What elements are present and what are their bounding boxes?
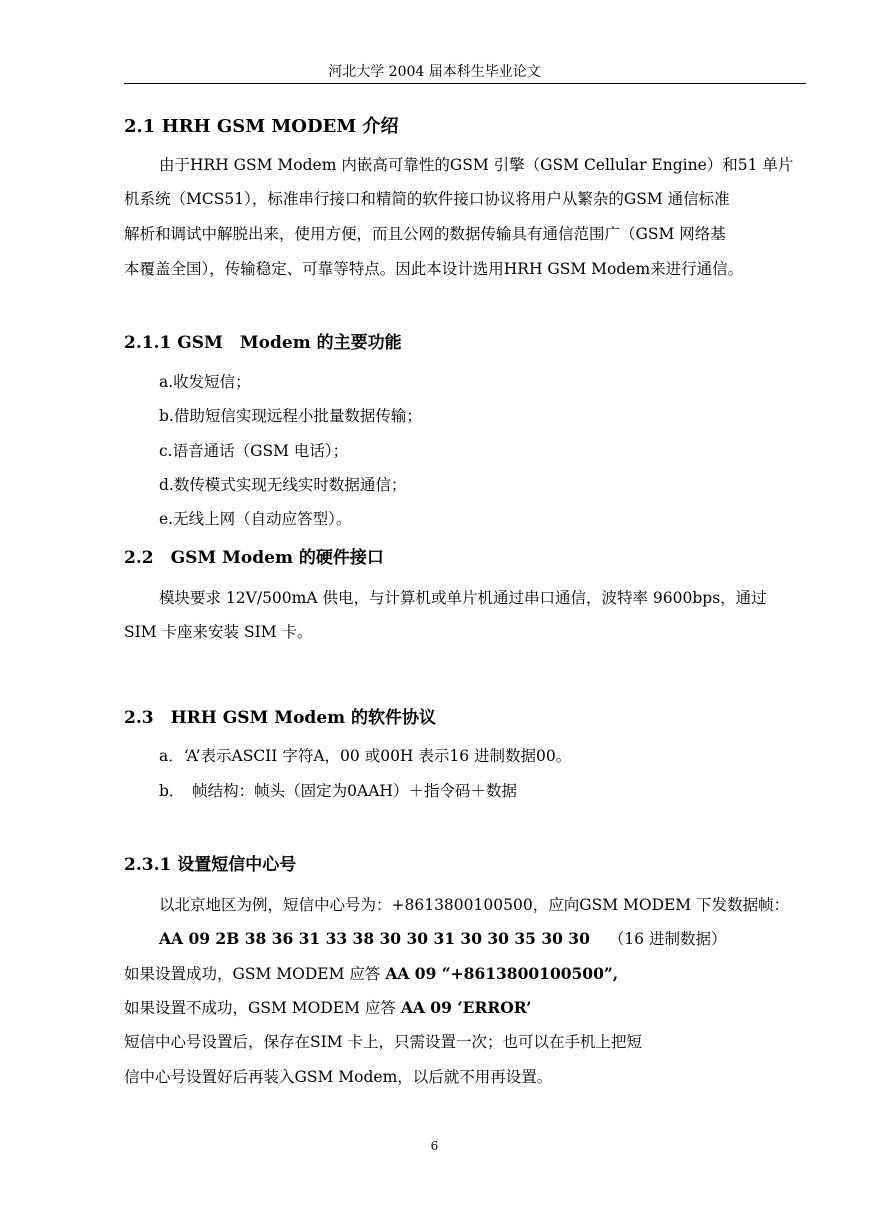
paragraph-line: 短信中心号设置后，保存在SIM 卡上，只需设置一次；也可以在手机上把短 [124,1033,643,1051]
success-reply: AA 09 “+8613800100500”, [385,964,619,983]
paragraph-line: 解析和调试中解脱出来，使用方便，而且公网的数据传输具有通信范围广（GSM 网络基 [124,225,726,243]
list-item: b.借助短信实现远程小批量数据传输； [159,407,422,425]
section-heading-2-3: 2.3 HRH GSM Modem 的软件协议 [124,708,437,728]
success-prefix: 如果设置成功，GSM MODEM 应答 [124,965,386,983]
frame-note: （16 进制数据） [608,930,727,948]
list-item: d.数传模式实现无线实时数据通信； [159,476,407,494]
header-rule [124,83,806,84]
list-item: a.收发短信； [159,373,251,391]
paragraph-line: 模块要求 12V/500mA 供电，与计算机或单片机通过串口通信，波特率 9600bps，通过 [159,589,767,607]
paragraph-line: 机系统（MCS51），标准串行接口和精简的软件接口协议将用户从繁杂的GSM 通信标准 [124,190,730,208]
section-heading-2-2: 2.2 GSM Modem 的硬件接口 [124,548,384,568]
section-heading-2-1: 2.1 HRH GSM MODEM 介绍 [124,116,399,137]
page-number: 6 [430,1139,439,1153]
paragraph-line: SIM 卡座来安装 SIM 卡。 [124,623,313,641]
fail-prefix: 如果设置不成功，GSM MODEM 应答 [124,999,401,1017]
section-heading-2-1-1: 2.1.1 GSM Modem 的主要功能 [124,333,402,353]
running-header: 河北大学 2004 届本科生毕业论文 [328,64,541,80]
frame-bytes-line [159,929,726,949]
success-reply-line [124,964,618,984]
fail-reply: AA 09 ‘ERROR’ [400,998,532,1017]
list-item: b． 帧结构：帧头（固定为0AAH）＋指令码＋数据 [159,782,517,800]
frame-bytes: AA 09 2B 38 36 31 33 38 30 30 31 30 30 35 30 30 [159,929,590,948]
paragraph-line: 信中心号设置好后再装入GSM Modem，以后就不用再设置。 [124,1068,553,1086]
list-item: e.无线上网（自动应答型）。 [159,510,352,528]
list-item: c.语音通话（GSM 电话）； [159,442,349,460]
fail-reply-line [124,998,531,1018]
section-heading-2-3-1: 2.3.1 设置短信中心号 [124,855,297,875]
paragraph-line: 以北京地区为例，短信中心号为：+8613800100500，应向GSM MODEM 下发数据帧： [159,896,790,914]
list-item: a．‘A’表示ASCII 字符A，00 或00H 表示16 进制数据00。 [159,747,572,765]
paragraph-line: 由于HRH GSM Modem 内嵌高可靠性的GSM 引擎（GSM Cellular Engine）和51 单片 [159,156,794,174]
paragraph-line: 本覆盖全国），传输稳定、可靠等特点。因此本设计选用HRH GSM Modem来进行通信。 [124,260,744,278]
